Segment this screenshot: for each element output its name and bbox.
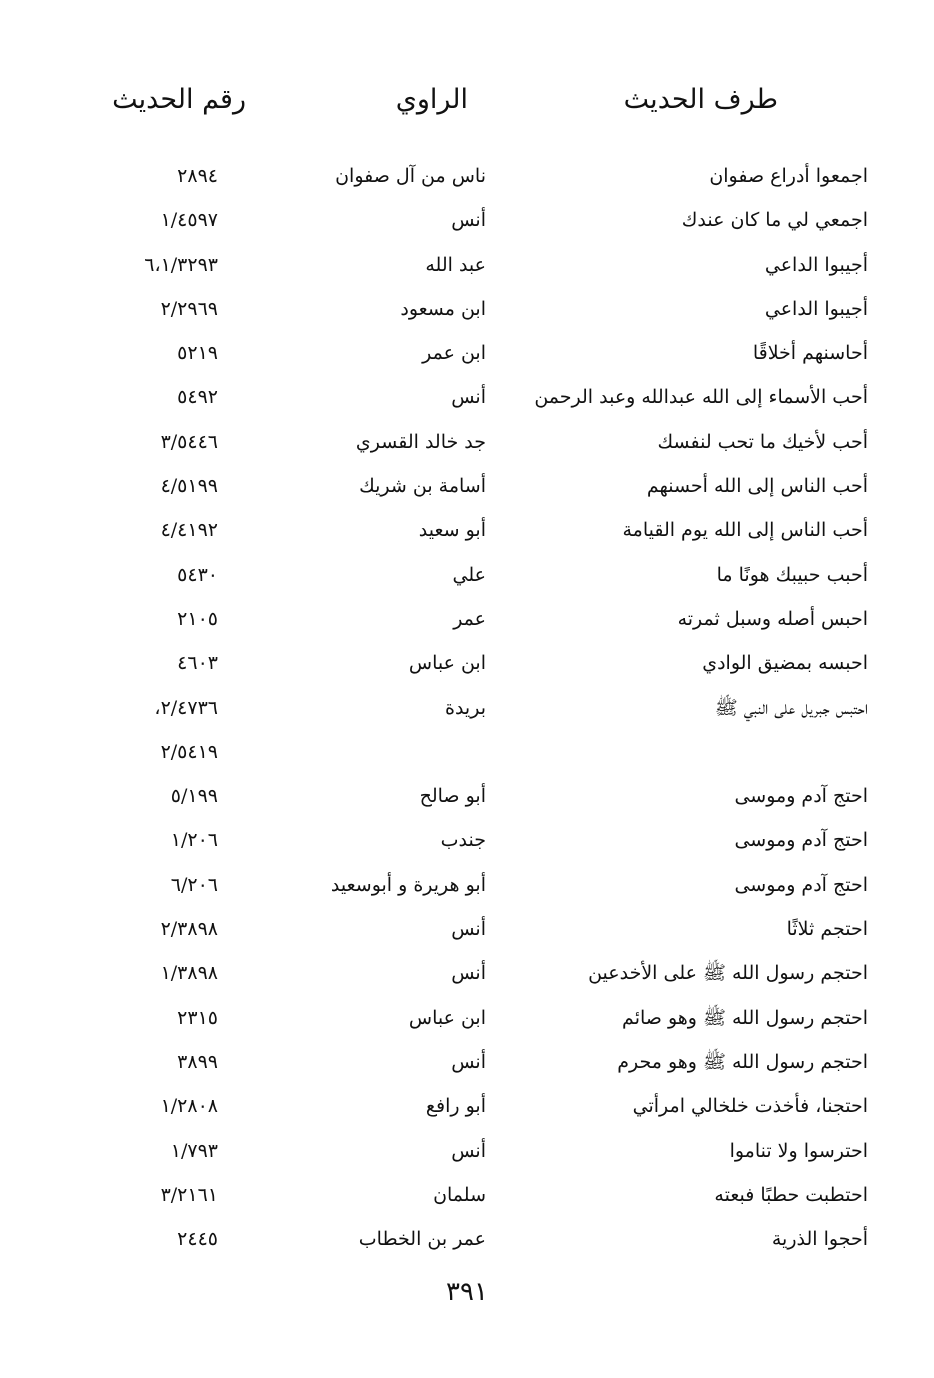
column-header-number: رقم الحديث <box>112 84 246 115</box>
hadith-cell: أحب الناس إلى الله يوم القيامة <box>622 519 868 542</box>
hadith-cell: احتج آدم وموسى <box>734 785 868 808</box>
hadith-cell: اجمعي لي ما كان عندك <box>681 209 868 232</box>
table-row <box>0 997 934 1041</box>
hadith-cell: أحجوا الذرية <box>771 1228 868 1251</box>
column-header-hadith: طرف الحديث <box>623 84 778 115</box>
narrator-cell: عمر <box>453 607 486 630</box>
table-row <box>0 554 934 598</box>
number-cell: ٥/١٩٩ <box>170 785 218 808</box>
number-cell: ٤/٥١٩٩ <box>160 475 218 498</box>
number-cell: ٤/٤١٩٢ <box>160 519 218 542</box>
number-cell: ٦/٢٠٦ <box>170 873 218 896</box>
hadith-cell: احتجم رسول الله ﷺ وهو محرم <box>617 1050 868 1073</box>
table-row <box>0 155 934 199</box>
hadith-cell: احتجم ثلاثًا <box>786 918 868 941</box>
number-cell: ٣/٥٤٤٦ <box>160 430 218 453</box>
number-cell: ٤٦٠٣ <box>177 652 218 675</box>
table-row <box>0 509 934 553</box>
table-row <box>0 1218 934 1262</box>
hadith-cell: احتطبت حطبًا فبعته <box>714 1183 868 1206</box>
number-cell: ٥٤٣٠ <box>177 563 218 586</box>
hadith-cell: احبسه بمضيق الوادي <box>702 652 868 675</box>
narrator-cell: ناس من آل صفوان <box>335 165 486 187</box>
narrator-cell: أنس <box>451 1050 486 1073</box>
narrator-cell: أبو رافع <box>425 1095 486 1118</box>
number-cell: ١/٧٩٣ <box>170 1139 218 1162</box>
narrator-cell: عمر بن الخطاب <box>358 1228 486 1251</box>
hadith-cell: أحب الناس إلى الله أحسنهم <box>646 475 868 498</box>
number-cell: ٢/٢٩٦٩ <box>160 297 218 320</box>
table-row <box>0 864 934 908</box>
number-cell: ٥٤٩٢ <box>177 386 218 409</box>
number-cell: ٢١٠٥ <box>177 607 218 630</box>
table-row <box>0 731 934 775</box>
number-cell: ٢/٥٤١٩ <box>160 740 218 763</box>
table-row <box>0 598 934 642</box>
narrator-cell: أنس <box>451 386 486 409</box>
table-row <box>0 775 934 819</box>
narrator-cell: ابن عمر <box>422 342 486 365</box>
table-row <box>0 376 934 420</box>
number-cell: ٥٢١٩ <box>177 342 218 365</box>
table-row <box>0 288 934 332</box>
narrator-cell: سلمان <box>433 1183 486 1206</box>
index-table <box>0 155 934 1262</box>
narrator-cell: أنس <box>451 962 486 985</box>
table-row <box>0 687 934 731</box>
hadith-cell: احتج آدم وموسى <box>734 829 868 852</box>
narrator-cell: أنس <box>451 918 486 941</box>
number-cell: ٢/٤٧٣٦، <box>154 696 218 719</box>
page-number: ٣٩١ <box>446 1277 488 1307</box>
number-cell: ٦،١/٣٢٩٣ <box>144 253 218 276</box>
number-cell: ٣٨٩٩ <box>177 1050 218 1073</box>
column-header-narrator: الراوي <box>395 84 468 115</box>
narrator-cell: عبد الله <box>425 253 486 276</box>
table-row <box>0 952 934 996</box>
hadith-cell: اجمعوا أدراع صفوان <box>709 165 868 187</box>
narrator-cell: أنس <box>451 1139 486 1162</box>
narrator-cell: ابن عباس <box>408 1006 486 1029</box>
hadith-cell: أحب لأخيك ما تحب لنفسك <box>657 430 868 453</box>
table-header <box>0 78 934 128</box>
hadith-cell: أجيبوا الداعي <box>764 253 868 276</box>
number-cell: ١/٤٥٩٧ <box>160 209 218 232</box>
table-row <box>0 465 934 509</box>
narrator-cell: جندب <box>440 829 486 852</box>
table-row <box>0 819 934 863</box>
hadith-cell: احتج آدم وموسى <box>734 873 868 896</box>
number-cell: ٢٨٩٤ <box>177 165 218 187</box>
table-row <box>0 421 934 465</box>
table-row <box>0 1041 934 1085</box>
number-cell: ٢٣١٥ <box>177 1006 218 1029</box>
narrator-cell: جد خالد القسري <box>355 430 486 453</box>
table-row <box>0 1174 934 1218</box>
hadith-cell: أحبب حبيبك هونًا ما <box>716 563 868 586</box>
table-row <box>0 642 934 686</box>
number-cell: ١/٣٨٩٨ <box>160 962 218 985</box>
table-row <box>0 332 934 376</box>
narrator-cell: علي <box>452 563 486 586</box>
number-cell: ١/٢٨٠٨ <box>160 1095 218 1118</box>
narrator-cell: أسامة بن شريك <box>359 475 486 498</box>
hadith-cell: احتجم رسول الله ﷺ على الأخدعين <box>588 962 868 985</box>
hadith-cell: احترسوا ولا تناموا <box>729 1139 868 1162</box>
table-row <box>0 1130 934 1174</box>
hadith-cell: أحب الأسماء إلى الله عبدالله وعبد الرحمن <box>534 386 868 409</box>
narrator-cell: ابن مسعود <box>400 297 486 320</box>
narrator-cell: أبو صالح <box>419 785 486 808</box>
hadith-cell: احتجنا، فأخذت خلخالي امرأتي <box>632 1095 868 1118</box>
number-cell: ٣/٢١٦١ <box>160 1183 218 1206</box>
narrator-cell: ابن عباس <box>408 652 486 675</box>
hadith-cell: أحاسنهم أخلاقًا <box>752 342 868 365</box>
number-cell: ١/٢٠٦ <box>170 829 218 852</box>
hadith-cell: احتجم رسول الله ﷺ وهو صائم <box>622 1006 868 1029</box>
narrator-cell: أبو هريرة و أبوسعيد <box>330 873 486 896</box>
narrator-cell: بريدة <box>445 696 486 719</box>
table-row <box>0 244 934 288</box>
table-row <box>0 199 934 243</box>
hadith-cell: أجيبوا الداعي <box>764 297 868 320</box>
hadith-cell: احتبس جبريل على النبي ﷺ <box>714 696 868 719</box>
narrator-cell: أبو سعيد <box>418 519 486 542</box>
hadith-cell: احبس أصله وسبل ثمرته <box>677 607 868 630</box>
number-cell: ٢٤٤٥ <box>177 1228 218 1251</box>
number-cell: ٢/٣٨٩٨ <box>160 918 218 941</box>
table-row <box>0 1085 934 1129</box>
narrator-cell: أنس <box>451 209 486 232</box>
table-row <box>0 908 934 952</box>
